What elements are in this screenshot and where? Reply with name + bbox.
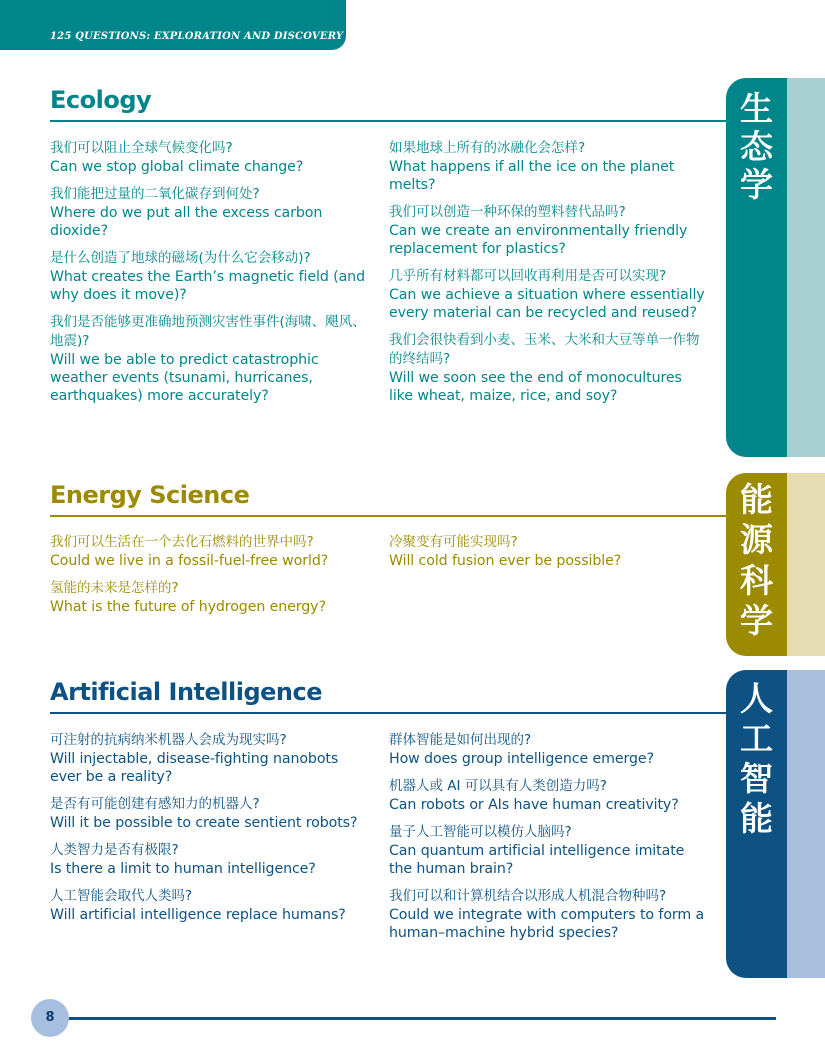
- question-en: Can we achieve a situation where essentially every material can be recycled and reused?: [389, 287, 705, 321]
- question-item: [389, 731, 707, 768]
- question-item: [389, 533, 707, 570]
- question-item: [50, 185, 368, 240]
- question-en: Will we soon see the end of monocultures like wheat, maize, rice, and soy?: [389, 370, 682, 404]
- ecology-right-column: [389, 139, 707, 414]
- side-label-char: 人: [740, 679, 773, 718]
- question-zh: 我们可以阻止全球气候变化吗?: [50, 140, 233, 156]
- question-en: Will we be able to predict catastrophic weather events (tsunami, hurricanes, earthquakes) more accurately?: [50, 352, 319, 404]
- question-zh: 冷聚变有可能实现吗?: [389, 534, 518, 550]
- question-item: [50, 313, 368, 405]
- question-item: [50, 887, 368, 924]
- question-zh: 我们会很快看到小麦、玉米、大米和大豆等单一作物的终结吗?: [389, 332, 700, 367]
- question-item: [389, 267, 707, 322]
- side-label-char: 生: [740, 89, 773, 128]
- side-label-char: 工: [740, 719, 773, 758]
- question-en: Could we live in a fossil-fuel-free world?: [50, 553, 329, 569]
- question-item: [389, 823, 707, 878]
- question-zh: 如果地球上所有的冰融化会怎样?: [389, 140, 586, 156]
- section-rule-ai: [50, 712, 726, 714]
- side-label-char: 源: [740, 520, 773, 559]
- question-item: [389, 203, 707, 258]
- question-item: [50, 579, 368, 616]
- energy-right-column: [389, 533, 707, 579]
- question-item: [389, 139, 707, 194]
- side-label-char: 学: [740, 165, 773, 204]
- question-item: [389, 331, 707, 405]
- section-title-ai: Artificial Intelligence: [50, 678, 322, 706]
- question-zh: 可注射的抗病纳米机器人会成为现实吗?: [50, 732, 287, 748]
- ai-side-tab: [726, 670, 787, 978]
- question-item: [50, 249, 368, 304]
- energy-side-band: [786, 473, 825, 656]
- book-title: 125 QUESTIONS: EXPLORATION AND DISCOVERY: [50, 31, 344, 42]
- question-en: Can robots or AIs have human creativity?: [389, 797, 679, 813]
- section-title-energy: Energy Science: [50, 481, 250, 509]
- question-en: What is the future of hydrogen energy?: [50, 599, 326, 615]
- question-en: Will artificial intelligence replace humans?: [50, 907, 346, 923]
- side-label-char: 智: [740, 759, 773, 798]
- question-en: Will injectable, disease-fighting nanobots ever be a reality?: [50, 751, 339, 785]
- section-rule-ecology: [50, 120, 726, 122]
- question-en: Where do we put all the excess carbon dioxide?: [50, 205, 323, 239]
- question-item: [50, 841, 368, 878]
- question-item: [50, 139, 368, 176]
- question-en: How does group intelligence emerge?: [389, 751, 654, 767]
- question-item: [50, 795, 368, 832]
- question-item: [389, 777, 707, 814]
- question-item: [50, 533, 368, 570]
- energy-left-column: [50, 533, 368, 625]
- question-en: What happens if all the ice on the planet melts?: [389, 159, 675, 193]
- question-zh: 几乎所有材料都可以回收再利用是否可以实现?: [389, 268, 667, 284]
- question-item: [50, 731, 368, 786]
- energy-side-tab: [726, 473, 787, 656]
- section-rule-energy: [50, 515, 726, 517]
- question-en: Is there a limit to human intelligence?: [50, 861, 316, 877]
- section-title-ecology: Ecology: [50, 86, 152, 114]
- question-zh: 量子人工智能可以模仿人脑吗?: [389, 824, 572, 840]
- question-en: Can quantum artificial intelligence imitate the human brain?: [389, 843, 685, 877]
- ecology-left-column: [50, 139, 368, 414]
- question-zh: 是否有可能创建有感知力的机器人?: [50, 796, 260, 812]
- question-zh: 人工智能会取代人类吗?: [50, 888, 193, 904]
- ecology-side-tab: [726, 78, 787, 457]
- question-en: Can we stop global climate change?: [50, 159, 304, 175]
- ai-right-column: [389, 731, 707, 951]
- ai-side-band: [786, 670, 825, 978]
- question-zh: 我们能把过量的二氧化碳存到何处?: [50, 186, 260, 202]
- question-zh: 我们是否能够更准确地预测灾害性事件(海啸、飓风、地震)?: [50, 314, 366, 349]
- question-zh: 我们可以创造一种环保的塑料替代品吗?: [389, 204, 626, 220]
- page-number: 8: [31, 999, 69, 1037]
- side-label-char: 科: [740, 561, 773, 600]
- ai-left-column: [50, 731, 368, 933]
- question-zh: 氢能的未来是怎样的?: [50, 580, 179, 596]
- ecology-side-band: [786, 78, 825, 457]
- question-zh: 我们可以和计算机结合以形成人机混合物种吗?: [389, 888, 667, 904]
- question-zh: 人类智力是否有极限?: [50, 842, 179, 858]
- side-label-char: 能: [740, 480, 773, 519]
- question-en: Will it be possible to create sentient robots?: [50, 815, 358, 831]
- question-item: [389, 887, 707, 942]
- question-en: Will cold fusion ever be possible?: [389, 553, 622, 569]
- side-label-char: 学: [740, 601, 773, 640]
- question-zh: 我们可以生活在一个去化石燃料的世界中吗?: [50, 534, 314, 550]
- question-en: What creates the Earth’s magnetic field (and why does it move)?: [50, 269, 365, 303]
- side-label-char: 态: [740, 127, 773, 166]
- question-en: Can we create an environmentally friendly replacement for plastics?: [389, 223, 688, 257]
- side-label-char: 能: [740, 799, 773, 838]
- footer-rule: [68, 1017, 776, 1020]
- question-en: Could we integrate with computers to form a human–machine hybrid species?: [389, 907, 705, 941]
- header-tab: [0, 0, 346, 50]
- question-zh: 机器人或 AI 可以具有人类创造力吗?: [389, 778, 607, 794]
- question-zh: 是什么创造了地球的磁场(为什么它会移动)?: [50, 250, 311, 266]
- question-zh: 群体智能是如何出现的?: [389, 732, 532, 748]
